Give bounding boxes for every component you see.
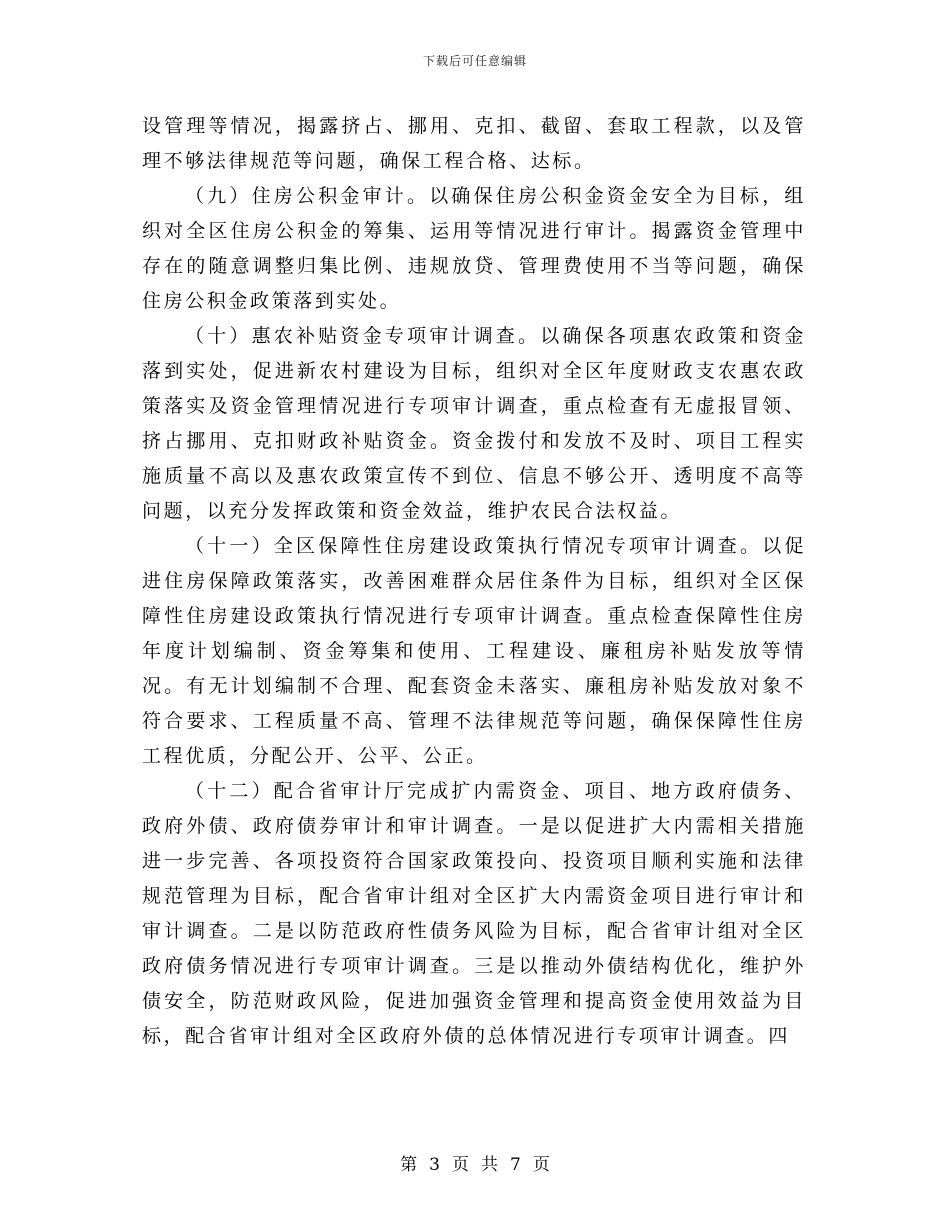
footer-page-number: 3 xyxy=(429,1155,440,1175)
page-header: 下载后可任意编辑 xyxy=(422,54,527,68)
footer-total-pages: 7 xyxy=(510,1155,521,1175)
footer-total-word: 共 xyxy=(481,1155,498,1175)
paragraph-provincial-cooperation-audit: （十二）配合省审计厅完成扩内需资金、项目、地方政府债务、政府外债、政府债券审计和审计调查。一是以促进扩大内需相关措施进一步完善、各项投资符合国家政策投向、投资项目顺利实施和法律规范管理为目标，配合省审计组对全区扩大内需资金项目进行审计和审计调查。二是以防范政府性债务风险为目标，配合省审计组对全区政府债务情况进行专项审计调查。三是以推动外债结构优化，维护外债安全，防范财政风险，促进加强资金管理和提高资金使用效益为目标，配合省审计组对全区政府外债的总体情况进行专项审计调查。四 xyxy=(142,780,806,1047)
paragraph-affordable-housing-audit: （十一）全区保障性住房建设政策执行情况专项审计调查。以促进住房保障政策落实，改善困难群众居住条件为目标，组织对全区保障性住房建设政策执行情况进行专项审计调查。重点检查保障性住房年度计划编制、资金筹集和使用、工程建设、廉租房补贴发放等情况。有无计划编制不合理、配套资金未落实、廉租房补贴发放对象不符合要求、工程质量不高、管理不法律规范等问题，确保保障性住房工程优质，分配公开、公平、公正。 xyxy=(142,535,806,767)
footer-prefix: 第 xyxy=(400,1155,418,1175)
footer-page-word: 页 xyxy=(452,1155,469,1175)
paragraph-housing-fund-audit: （九）住房公积金审计。以确保住房公积金资金安全为目标，组织对全区住房公积金的筹集、运用等情况进行审计。揭露资金管理中存在的随意调整归集比例、违规放贷、管理费使用不当等问题，确保住房公积金政策落到实处。 xyxy=(142,185,806,312)
paragraph-agricultural-subsidy-audit: （十）惠农补贴资金专项审计调查。以确保各项惠农政策和资金落到实处，促进新农村建设为目标，组织对全区年度财政支农惠农政策落实及资金管理情况进行专项审计调查，重点检查有无虚报冒领、挤占挪用、克扣财政补贴资金。资金拨付和发放不及时、项目工程实施质量不高以及惠农政策宣传不到位、信息不够公开、透明度不高等问题，以充分发挥政策和资金效益，维护农民合法权益。 xyxy=(142,325,806,522)
footer-suffix: 页 xyxy=(532,1155,550,1175)
document-body xyxy=(142,109,806,1054)
page-footer xyxy=(0,1150,950,1175)
paragraph-continuation: 设管理等情况，揭露挤占、挪用、克扣、截留、套取工程款，以及管理不够法律规范等问题，确保工程合格、达标。 xyxy=(142,115,806,172)
